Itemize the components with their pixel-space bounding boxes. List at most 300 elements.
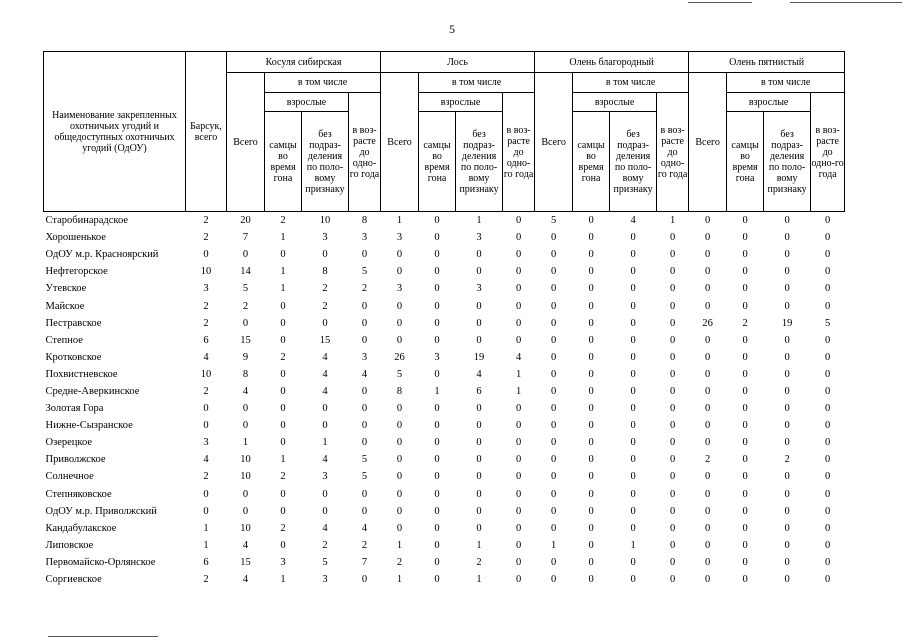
cell-moose_total: 0 (396, 334, 403, 346)
cell-sika_no_sex: 19 (781, 317, 793, 329)
cell-red_deer_total: 0 (550, 403, 557, 415)
cell-moose_total: 3 (396, 232, 403, 244)
table-row (44, 366, 845, 383)
cell-red_deer_under_one: 0 (669, 300, 676, 312)
cell-sika_total: 0 (704, 505, 711, 517)
cell-roe_males_rut: 2 (280, 522, 286, 534)
cell-red_deer_total: 0 (550, 574, 557, 586)
cell-badger: 0 (203, 505, 209, 517)
cell-red_deer_males_rut: 0 (588, 556, 594, 568)
cell-sika_total: 26 (702, 317, 713, 329)
cell-red_deer_males_rut: 0 (588, 539, 594, 551)
cell-moose_no_sex: 0 (476, 454, 482, 466)
cell-moose_no_sex: 0 (476, 505, 482, 517)
table-row (44, 537, 845, 554)
cell-sika_no_sex: 0 (784, 351, 790, 363)
cell-moose_males_rut: 0 (434, 471, 440, 483)
cell-red_deer_under_one: 0 (669, 351, 676, 363)
row-name: Пестравское (45, 317, 102, 329)
cell-sika_no_sex: 0 (784, 368, 790, 380)
cell-red_deer_under_one: 0 (669, 437, 676, 449)
row-name: Солнечное (45, 471, 94, 483)
cell-red_deer_no_sex: 4 (630, 215, 636, 227)
cell-sika_total: 0 (704, 574, 711, 586)
row-name: Соргиевское (45, 574, 102, 586)
cell-moose_under_one: 0 (515, 454, 522, 466)
cell-sika_under_one: 0 (825, 454, 831, 466)
cell-moose_males_rut: 0 (434, 522, 440, 534)
table-row (44, 229, 845, 246)
cell-sika_under_one: 0 (825, 420, 831, 432)
cell-moose_no_sex: 0 (476, 403, 482, 415)
males-rut-header: самцы во время гона (419, 112, 456, 212)
cell-red_deer_total: 0 (550, 249, 557, 261)
cell-sika_no_sex: 0 (784, 215, 790, 227)
males-rut-header: самцы во время гона (573, 112, 610, 212)
cell-moose_males_rut: 0 (434, 574, 440, 586)
cell-roe_under_one: 0 (361, 334, 368, 346)
cell-roe_no_sex: 10 (319, 215, 331, 227)
cell-red_deer_males_rut: 0 (588, 420, 594, 432)
cell-sika_males_rut: 0 (742, 232, 748, 244)
adults-header: взрослые (727, 93, 811, 112)
cell-red_deer_males_rut: 0 (588, 215, 594, 227)
cell-sika_under_one: 0 (825, 505, 831, 517)
cell-roe_under_one: 0 (361, 300, 368, 312)
no-sex-header: без подраз-деления по поло-вому признаку (610, 112, 657, 212)
cell-red_deer_no_sex: 0 (630, 403, 636, 415)
table-row (44, 451, 845, 468)
cell-roe_under_one: 0 (361, 317, 368, 329)
cell-red_deer_total: 0 (550, 437, 557, 449)
cell-sika_under_one: 0 (825, 351, 831, 363)
cell-moose_total: 2 (396, 556, 403, 568)
cell-red_deer_no_sex: 0 (630, 317, 636, 329)
cell-sika_males_rut: 0 (742, 539, 748, 551)
cell-roe_under_one: 4 (361, 368, 368, 380)
corner-mark-top-right (790, 2, 902, 3)
cell-roe_no_sex: 0 (322, 249, 328, 261)
cell-moose_total: 0 (396, 317, 403, 329)
row-name: Средне-Аверкинское (45, 385, 140, 397)
cell-roe_no_sex: 4 (322, 454, 328, 466)
cell-roe_males_rut: 0 (280, 420, 286, 432)
cell-sika_males_rut: 0 (742, 437, 748, 449)
cell-sika_males_rut: 0 (742, 215, 748, 227)
row-name: Липовское (45, 539, 94, 551)
cell-roe_total: 4 (242, 385, 249, 397)
cell-sika_males_rut: 0 (742, 403, 748, 415)
cell-moose_males_rut: 0 (434, 266, 440, 278)
cell-roe_under_one: 0 (361, 420, 368, 432)
cell-moose_males_rut: 0 (434, 283, 440, 295)
cell-sika_under_one: 5 (825, 317, 831, 329)
cell-sika_under_one: 0 (825, 334, 831, 346)
cell-red_deer_no_sex: 0 (630, 368, 636, 380)
cell-sika_under_one: 0 (825, 385, 831, 397)
cell-red_deer_males_rut: 0 (588, 351, 594, 363)
corner-mark-top (688, 2, 752, 3)
table-row (44, 280, 845, 297)
cell-red_deer_total: 0 (550, 385, 557, 397)
cell-red_deer_males_rut: 0 (588, 300, 594, 312)
cell-sika_no_sex: 2 (784, 454, 790, 466)
cell-roe_no_sex: 1 (322, 437, 328, 449)
cell-sika_no_sex: 0 (784, 283, 790, 295)
cell-roe_total: 7 (242, 232, 249, 244)
cell-roe_under_one: 5 (361, 266, 368, 278)
cell-red_deer_total: 0 (550, 334, 557, 346)
cell-red_deer_under_one: 0 (669, 368, 676, 380)
cell-badger: 0 (203, 488, 209, 500)
cell-moose_under_one: 0 (515, 505, 522, 517)
cell-roe_males_rut: 1 (280, 574, 286, 586)
cell-sika_total: 0 (704, 300, 711, 312)
cell-badger: 0 (203, 403, 209, 415)
cell-moose_under_one: 0 (515, 556, 522, 568)
cell-sika_total: 0 (704, 334, 711, 346)
cell-moose_males_rut: 0 (434, 403, 440, 415)
cell-badger: 1 (203, 539, 209, 551)
cell-moose_total: 1 (396, 215, 403, 227)
cell-moose_under_one: 1 (515, 385, 522, 397)
cell-moose_total: 0 (396, 488, 403, 500)
cell-roe_males_rut: 0 (280, 539, 286, 551)
cell-sika_no_sex: 0 (784, 539, 790, 551)
cell-moose_total: 0 (396, 437, 403, 449)
cell-roe_total: 4 (242, 574, 249, 586)
cell-roe_males_rut: 0 (280, 505, 286, 517)
corner-mark-bottom (48, 636, 158, 637)
cell-roe_males_rut: 0 (280, 403, 286, 415)
cell-sika_males_rut: 0 (742, 556, 748, 568)
cell-roe_no_sex: 0 (322, 505, 328, 517)
cell-roe_total: 1 (242, 437, 249, 449)
cell-badger: 0 (203, 420, 209, 432)
under-one-header: в воз-расте до одно-го года (503, 93, 535, 212)
cell-moose_no_sex: 0 (476, 334, 482, 346)
cell-red_deer_total: 0 (550, 556, 557, 568)
cell-badger: 6 (203, 334, 209, 346)
cell-red_deer_no_sex: 0 (630, 454, 636, 466)
cell-moose_no_sex: 3 (476, 232, 482, 244)
adults-header: взрослые (419, 93, 503, 112)
table-row (44, 263, 845, 280)
cell-sika_no_sex: 0 (784, 385, 790, 397)
cell-sika_under_one: 0 (825, 283, 831, 295)
cell-roe_under_one: 4 (361, 522, 368, 534)
cell-moose_no_sex: 0 (476, 471, 482, 483)
cell-moose_no_sex: 0 (476, 300, 482, 312)
cell-moose_no_sex: 2 (476, 556, 482, 568)
cell-roe_males_rut: 1 (280, 454, 286, 466)
cell-roe_under_one: 7 (361, 556, 368, 568)
species-header-moose: Лось (381, 52, 535, 73)
cell-roe_males_rut: 2 (280, 215, 286, 227)
cell-sika_total: 0 (704, 437, 711, 449)
cell-red_deer_males_rut: 0 (588, 334, 594, 346)
cell-roe_males_rut: 0 (280, 385, 286, 397)
table-row (44, 349, 845, 366)
cell-roe_males_rut: 0 (280, 368, 286, 380)
cell-roe_males_rut: 0 (280, 334, 286, 346)
cell-roe_under_one: 0 (361, 385, 368, 397)
cell-sika_total: 0 (704, 556, 711, 568)
cell-moose_males_rut: 0 (434, 249, 440, 261)
under-one-header: в воз-расте до одно-го года (349, 93, 381, 212)
cell-badger: 6 (203, 556, 209, 568)
cell-roe_males_rut: 0 (280, 437, 286, 449)
cell-sika_no_sex: 0 (784, 334, 790, 346)
cell-moose_under_one: 0 (515, 232, 522, 244)
cell-moose_total: 0 (396, 505, 403, 517)
cell-red_deer_under_one: 0 (669, 249, 676, 261)
cell-roe_males_rut: 3 (280, 556, 286, 568)
cell-badger: 4 (203, 351, 209, 363)
under-one-header: в воз-расте до одно-го года (811, 93, 845, 212)
cell-moose_total: 3 (396, 283, 403, 295)
cell-badger: 2 (203, 471, 209, 483)
cell-sika_total: 2 (704, 454, 711, 466)
cell-red_deer_no_sex: 0 (630, 471, 636, 483)
cell-sika_under_one: 0 (825, 249, 831, 261)
cell-sika_males_rut: 0 (742, 522, 748, 534)
table-row (44, 434, 845, 451)
including-header: в том числе (727, 73, 845, 93)
cell-roe_total: 0 (242, 249, 249, 261)
row-name: ОдОУ м.р. Приволжский (45, 505, 157, 517)
cell-red_deer_total: 0 (550, 317, 557, 329)
table-row (44, 486, 845, 503)
row-name: Степняковское (45, 488, 112, 500)
cell-sika_under_one: 0 (825, 266, 831, 278)
page-number: 5 (449, 22, 455, 36)
cell-sika_under_one: 0 (825, 368, 831, 380)
cell-moose_males_rut: 0 (434, 368, 440, 380)
cell-moose_males_rut: 0 (434, 556, 440, 568)
cell-roe_total: 0 (242, 403, 249, 415)
cell-roe_total: 8 (242, 368, 249, 380)
cell-sika_total: 0 (704, 249, 711, 261)
table-row (44, 212, 845, 230)
cell-red_deer_males_rut: 0 (588, 454, 594, 466)
species-header-roe: Косуля сибирская (227, 52, 381, 73)
row-name: Первомайско-Орлянское (45, 556, 156, 568)
including-header: в том числе (265, 73, 381, 93)
cell-sika_no_sex: 0 (784, 300, 790, 312)
cell-moose_under_one: 0 (515, 300, 522, 312)
cell-red_deer_total: 0 (550, 522, 557, 534)
row-name: Утевское (45, 283, 87, 295)
cell-moose_no_sex: 1 (476, 539, 482, 551)
cell-red_deer_total: 5 (550, 215, 557, 227)
cell-red_deer_total: 0 (550, 368, 557, 380)
cell-roe_no_sex: 15 (319, 334, 331, 346)
cell-sika_males_rut: 0 (742, 334, 748, 346)
cell-roe_total: 0 (242, 317, 249, 329)
including-header: в том числе (419, 73, 535, 93)
cell-moose_males_rut: 0 (434, 488, 440, 500)
cell-red_deer_no_sex: 0 (630, 283, 636, 295)
cell-roe_males_rut: 1 (280, 283, 286, 295)
cell-sika_males_rut: 0 (742, 505, 748, 517)
cell-red_deer_under_one: 0 (669, 266, 676, 278)
no-sex-header: без подраз-деления по поло-вому признаку (302, 112, 349, 212)
cell-sika_males_rut: 0 (742, 300, 748, 312)
cell-moose_under_one: 0 (515, 334, 522, 346)
cell-moose_total: 1 (396, 539, 403, 551)
cell-roe_total: 9 (242, 351, 249, 363)
cell-red_deer_under_one: 0 (669, 539, 676, 551)
table-row (44, 571, 845, 588)
badger-column-header: Барсук, всего (186, 52, 227, 212)
cell-moose_no_sex: 19 (473, 351, 485, 363)
cell-red_deer_under_one: 0 (669, 556, 676, 568)
cell-roe_males_rut: 1 (280, 266, 286, 278)
cell-moose_males_rut: 0 (434, 300, 440, 312)
cell-badger: 3 (203, 283, 209, 295)
cell-badger: 3 (203, 437, 209, 449)
total-header: Всего (227, 73, 265, 212)
under-one-header: в воз-расте до одно-го года (657, 93, 689, 212)
row-name: Майское (45, 300, 85, 312)
cell-red_deer_males_rut: 0 (588, 317, 594, 329)
cell-sika_under_one: 0 (825, 215, 831, 227)
males-rut-header: самцы во время гона (265, 112, 302, 212)
cell-red_deer_total: 0 (550, 300, 557, 312)
cell-moose_males_rut: 0 (434, 437, 440, 449)
cell-red_deer_total: 0 (550, 351, 557, 363)
cell-moose_under_one: 0 (515, 249, 522, 261)
cell-sika_males_rut: 0 (742, 471, 748, 483)
cell-moose_under_one: 0 (515, 266, 522, 278)
cell-red_deer_under_one: 0 (669, 505, 676, 517)
cell-moose_total: 8 (396, 385, 403, 397)
cell-red_deer_males_rut: 0 (588, 403, 594, 415)
cell-sika_no_sex: 0 (784, 505, 790, 517)
no-sex-header: без подраз-деления по поло-вому признаку (456, 112, 503, 212)
species-header-sika: Олень пятнистый (689, 52, 845, 73)
cell-roe_under_one: 0 (361, 403, 368, 415)
cell-roe_no_sex: 4 (322, 385, 328, 397)
row-name: Похвистневское (45, 368, 118, 380)
cell-moose_no_sex: 6 (476, 385, 482, 397)
row-name: Степное (45, 334, 83, 346)
cell-moose_total: 0 (396, 420, 403, 432)
cell-moose_total: 0 (396, 403, 403, 415)
cell-moose_total: 0 (396, 249, 403, 261)
species-header-red-deer: Олень благородный (535, 52, 689, 73)
cell-red_deer_no_sex: 0 (630, 351, 636, 363)
cell-moose_no_sex: 0 (476, 522, 482, 534)
cell-sika_males_rut: 0 (742, 574, 748, 586)
cell-roe_males_rut: 0 (280, 300, 286, 312)
row-name: Нефтегорское (45, 266, 108, 278)
cell-red_deer_no_sex: 0 (630, 385, 636, 397)
table-row (44, 400, 845, 417)
cell-badger: 2 (203, 232, 209, 244)
cell-moose_no_sex: 1 (476, 215, 482, 227)
cell-badger: 4 (203, 454, 209, 466)
cell-moose_total: 26 (394, 351, 405, 363)
cell-sika_under_one: 0 (825, 522, 831, 534)
cell-red_deer_total: 1 (550, 539, 557, 551)
cell-moose_males_rut: 0 (434, 232, 440, 244)
cell-roe_no_sex: 4 (322, 368, 328, 380)
cell-roe_under_one: 3 (361, 232, 368, 244)
cell-red_deer_no_sex: 0 (630, 300, 636, 312)
table-row (44, 554, 845, 571)
name-column-header: Наименование закрепленных охотничьих угодий и общедоступных охотничьих угодий (ОдОУ) (44, 52, 186, 212)
cell-red_deer_total: 0 (550, 454, 557, 466)
cell-red_deer_total: 0 (550, 505, 557, 517)
cell-sika_total: 0 (704, 488, 711, 500)
table-row (44, 417, 845, 434)
cell-sika_total: 0 (704, 351, 711, 363)
cell-red_deer_under_one: 0 (669, 334, 676, 346)
cell-red_deer_total: 0 (550, 232, 557, 244)
hunting-statistics-table (43, 51, 845, 588)
cell-sika_males_rut: 0 (742, 266, 748, 278)
cell-red_deer_no_sex: 0 (630, 232, 636, 244)
cell-moose_males_rut: 0 (434, 215, 440, 227)
cell-sika_under_one: 0 (825, 539, 831, 551)
cell-moose_under_one: 0 (515, 522, 522, 534)
cell-sika_total: 0 (704, 420, 711, 432)
cell-roe_under_one: 5 (361, 471, 368, 483)
cell-red_deer_no_sex: 0 (630, 437, 636, 449)
cell-red_deer_no_sex: 0 (630, 505, 636, 517)
table-row (44, 315, 845, 332)
cell-sika_males_rut: 0 (742, 249, 748, 261)
adults-header: взрослые (265, 93, 349, 112)
cell-red_deer_under_one: 0 (669, 420, 676, 432)
cell-roe_under_one: 2 (361, 539, 368, 551)
cell-roe_total: 10 (240, 522, 251, 534)
cell-roe_no_sex: 3 (322, 471, 328, 483)
cell-roe_total: 20 (240, 215, 251, 227)
cell-roe_total: 0 (242, 488, 249, 500)
cell-red_deer_under_one: 0 (669, 471, 676, 483)
cell-red_deer_total: 0 (550, 420, 557, 432)
cell-badger: 10 (200, 266, 212, 278)
cell-red_deer_no_sex: 0 (630, 266, 636, 278)
cell-moose_under_one: 4 (515, 351, 522, 363)
cell-red_deer_under_one: 0 (669, 232, 676, 244)
cell-moose_males_rut: 0 (434, 539, 440, 551)
cell-red_deer_males_rut: 0 (588, 249, 594, 261)
cell-sika_total: 0 (704, 215, 711, 227)
cell-roe_under_one: 3 (361, 351, 368, 363)
cell-sika_males_rut: 0 (742, 385, 748, 397)
cell-sika_no_sex: 0 (784, 488, 790, 500)
cell-sika_under_one: 0 (825, 574, 831, 586)
cell-red_deer_under_one: 0 (669, 454, 676, 466)
cell-roe_males_rut: 0 (280, 317, 286, 329)
cell-moose_no_sex: 4 (476, 368, 482, 380)
cell-sika_males_rut: 0 (742, 420, 748, 432)
row-name: Золотая Гора (45, 403, 104, 415)
cell-sika_males_rut: 0 (742, 283, 748, 295)
cell-sika_total: 0 (704, 283, 711, 295)
cell-red_deer_males_rut: 0 (588, 522, 594, 534)
cell-roe_total: 14 (240, 266, 251, 278)
cell-red_deer_under_one: 0 (669, 283, 676, 295)
cell-roe_total: 4 (242, 539, 249, 551)
cell-red_deer_under_one: 0 (669, 488, 676, 500)
cell-roe_under_one: 0 (361, 574, 368, 586)
table-row (44, 297, 845, 314)
